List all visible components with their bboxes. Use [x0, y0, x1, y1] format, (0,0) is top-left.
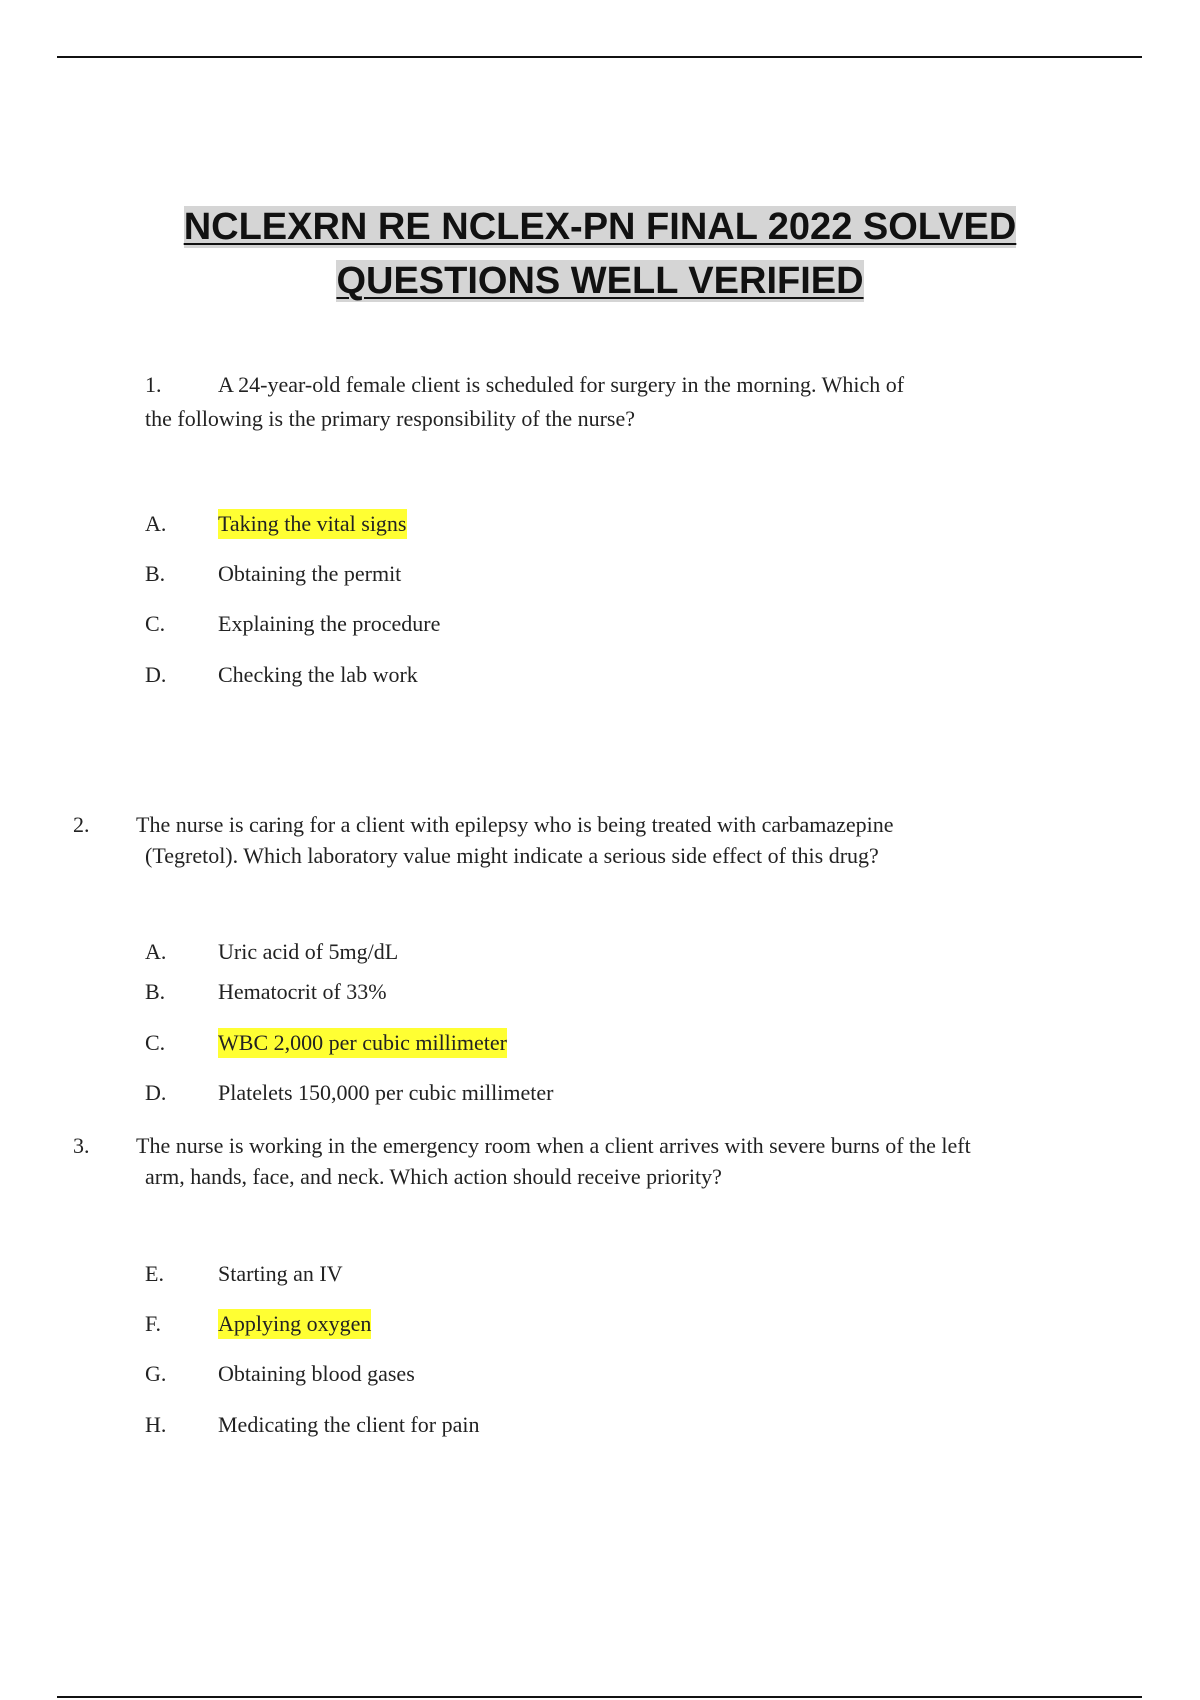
- title-line-2: QUESTIONS WELL VERIFIED: [336, 260, 864, 302]
- option-letter: E.: [145, 1261, 164, 1286]
- question-number: 2.: [73, 812, 90, 837]
- option-text: Applying oxygen: [218, 1309, 371, 1339]
- option-text: Starting an IV: [218, 1261, 343, 1286]
- question-stem: The nurse is caring for a client with epilepsy who is being treated with carbamazepine: [136, 812, 894, 837]
- option-text: Obtaining the permit: [218, 561, 402, 586]
- title-line-1: NCLEXRN RE NCLEX-PN FINAL 2022 SOLVED: [183, 206, 1017, 248]
- option-letter: A.: [145, 511, 167, 536]
- option-text: Hematocrit of 33%: [218, 979, 387, 1004]
- document-title: [0, 200, 1200, 308]
- question-stem-continued: arm, hands, face, and neck. Which action should receive priority?: [145, 1164, 722, 1189]
- option-text: Medicating the client for pain: [218, 1412, 480, 1437]
- question-2: [73, 809, 1153, 879]
- option-text: Platelets 150,000 per cubic millimeter: [218, 1080, 554, 1105]
- question-stem-continued: (Tegretol). Which laboratory value might indicate a serious side effect of this drug?: [145, 843, 879, 868]
- question-3: [73, 1130, 1163, 1200]
- question-number: 3.: [73, 1133, 90, 1158]
- option-letter: C.: [145, 1030, 166, 1055]
- option-text: Taking the vital signs: [218, 509, 407, 539]
- option-letter: B.: [145, 979, 166, 1004]
- option-text: Checking the lab work: [218, 662, 418, 687]
- bottom-rule: [57, 1696, 1142, 1698]
- option-letter: G.: [145, 1361, 167, 1386]
- option-letter: H.: [145, 1412, 167, 1437]
- question-stem-continued: the following is the primary responsibility of the nurse?: [145, 406, 636, 431]
- top-rule: [57, 56, 1142, 58]
- option-letter: A.: [145, 939, 167, 964]
- question-stem: A 24-year-old female client is scheduled for surgery in the morning. Which of: [218, 372, 905, 397]
- option-text: Uric acid of 5mg/dL: [218, 939, 399, 964]
- option-text: Obtaining blood gases: [218, 1361, 415, 1386]
- question-number: 1.: [145, 372, 162, 397]
- option-letter: D.: [145, 1080, 167, 1105]
- option-letter: B.: [145, 561, 166, 586]
- option-letter: C.: [145, 611, 166, 636]
- question-1: [145, 369, 1145, 439]
- option-text: Explaining the procedure: [218, 611, 441, 636]
- option-letter: D.: [145, 662, 167, 687]
- question-stem: The nurse is working in the emergency room when a client arrives with severe burns of the left: [136, 1133, 971, 1158]
- option-letter: F.: [145, 1311, 161, 1336]
- option-text: WBC 2,000 per cubic millimeter: [218, 1028, 507, 1058]
